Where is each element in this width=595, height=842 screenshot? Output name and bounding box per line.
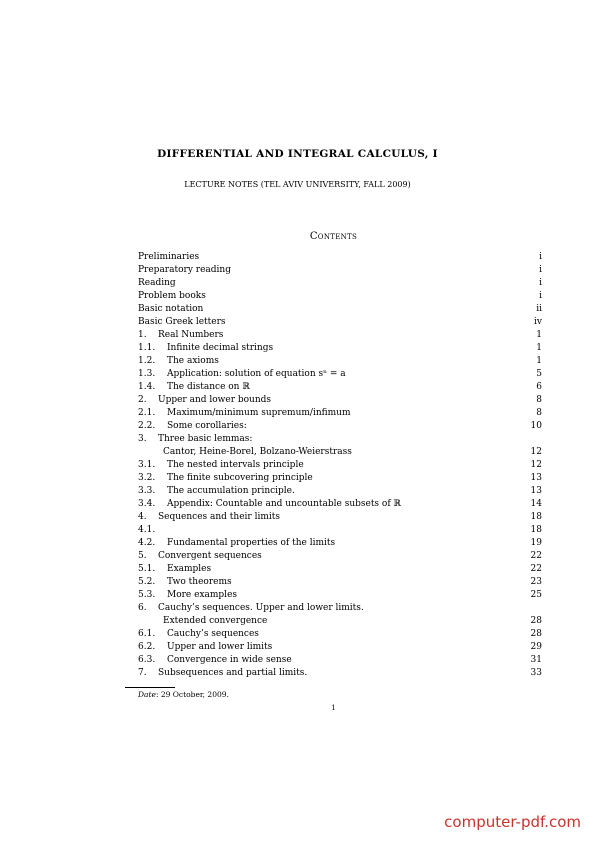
toc-entry-number: 6. <box>138 603 147 613</box>
toc-entry <box>138 524 542 537</box>
toc-entry-number: 3.4. <box>138 499 156 509</box>
toc-entry-title <box>138 420 247 433</box>
toc-entry <box>138 615 542 628</box>
toc-entry-number: 1.4. <box>138 382 156 392</box>
toc-entry-number: 3.3. <box>138 486 156 496</box>
toc-entry-page: i <box>539 252 542 262</box>
toc-entry-number: 5.1. <box>138 564 156 574</box>
toc-entry-number: 1.2. <box>138 356 156 366</box>
toc-entry <box>138 641 542 654</box>
toc-entry-label: Infinite decimal strings <box>167 343 274 353</box>
toc-entry <box>138 381 542 394</box>
toc-entry <box>138 485 542 498</box>
toc-entry <box>138 290 542 303</box>
toc-entry-page: 28 <box>530 616 542 626</box>
toc-entry-title <box>138 537 335 550</box>
toc-entry-label: Extended convergence <box>163 616 268 626</box>
toc-entry-title <box>138 368 346 381</box>
toc-entry-page: 1 <box>536 343 542 353</box>
toc-entry <box>138 498 542 511</box>
toc-entry-label: Fundamental properties of the limits <box>167 538 336 548</box>
toc-entry-label: Problem books <box>138 291 206 301</box>
toc-entry <box>138 628 542 641</box>
page-number: 1 <box>331 704 336 712</box>
toc-entry-number: 3.2. <box>138 473 156 483</box>
toc-entry-title <box>138 329 223 342</box>
toc-entry-number: 5. <box>138 551 147 561</box>
toc-entry <box>138 459 542 472</box>
toc-entry-page: 13 <box>530 486 542 496</box>
toc-entry <box>138 329 542 342</box>
toc-entry-title <box>138 433 252 446</box>
toc-entry-page: 19 <box>530 538 542 548</box>
toc-entry-title <box>138 303 203 316</box>
toc-entry-title <box>138 459 304 472</box>
toc-entry-number: 3. <box>138 434 147 444</box>
toc-entry-label: More examples <box>167 590 238 600</box>
toc-entry-page: 29 <box>530 642 542 652</box>
toc-entry-number: 1.3. <box>138 369 156 379</box>
toc-entry-page: 23 <box>530 577 542 587</box>
toc-entry-number: 2.1. <box>138 408 156 418</box>
toc-entry-label: Cauchy’s sequences <box>167 629 259 639</box>
toc-entry-number: 2. <box>138 395 147 405</box>
toc-entry-label: Upper and lower bounds <box>158 395 272 405</box>
toc-entry-label: Subsequences and partial limits. <box>158 668 308 678</box>
toc-entry-label: Preparatory reading <box>138 265 231 275</box>
toc-entry <box>138 394 542 407</box>
toc-entry-title <box>138 394 271 407</box>
toc-entry-title <box>138 550 262 563</box>
toc-entry <box>138 368 542 381</box>
toc-entry-label: Cauchy’s sequences. Upper and lower limits. <box>158 603 364 613</box>
toc-entry-title <box>138 654 292 667</box>
toc-entry <box>138 251 542 264</box>
toc-entry-number: 2.2. <box>138 421 156 431</box>
toc-entry-page: 12 <box>530 460 542 470</box>
toc-entry-number: 3.1. <box>138 460 156 470</box>
toc-entry-page: 12 <box>530 447 542 457</box>
toc-entry <box>138 563 542 576</box>
toc-entry-title <box>138 628 259 641</box>
toc-entry-number: 6.1. <box>138 629 156 639</box>
toc-entry-title <box>138 290 206 303</box>
toc-entry-page: 33 <box>530 668 542 678</box>
toc-entry-label: Convergence in wide sense <box>167 655 292 665</box>
toc-entry-title <box>138 563 211 576</box>
toc-entry-label: The accumulation principle. <box>167 486 295 496</box>
toc-entry <box>138 303 542 316</box>
toc-entry-title <box>138 511 280 524</box>
toc-entry <box>138 277 542 290</box>
toc-entry <box>138 667 542 680</box>
toc-entry-number: 5.3. <box>138 590 156 600</box>
toc-entry-page: 10 <box>530 421 542 431</box>
toc-entry-page: i <box>539 265 542 275</box>
toc-entry-page: 1 <box>536 330 542 340</box>
toc-entry <box>138 537 542 550</box>
toc-entry-label: The distance on ℝ <box>167 382 250 392</box>
toc-entry-title <box>138 342 273 355</box>
toc-entry <box>138 576 542 589</box>
toc-entry-title <box>138 589 237 602</box>
toc-entry-label: Two theorems <box>167 577 232 587</box>
document-title: DIFFERENTIAL AND INTEGRAL CALCULUS, I <box>157 148 438 160</box>
toc-entry-page: ii <box>536 304 542 314</box>
toc-entry-title <box>138 407 351 420</box>
toc-entry-page: 8 <box>536 408 542 418</box>
toc-entry-title <box>138 316 226 329</box>
toc-entry-label: Maximum/minimum supremum/infimum <box>167 408 351 418</box>
toc-entry-label: Sequences and their limits <box>158 512 280 522</box>
toc-entry-page: 28 <box>530 629 542 639</box>
toc-entry-title <box>138 277 176 290</box>
toc-entry-number: 4. <box>138 512 147 522</box>
toc-entry-label: Real Numbers <box>158 330 224 340</box>
toc-entry <box>138 602 542 615</box>
toc-entry-title <box>138 355 219 368</box>
toc-entry <box>138 342 542 355</box>
toc-entry-page: 18 <box>530 525 542 535</box>
toc-entry-page: 13 <box>530 473 542 483</box>
toc-entry-label: Appendix: Countable and uncountable subsets of ℝ <box>167 499 402 509</box>
toc-entry-label: Basic notation <box>138 304 204 314</box>
toc-entry-label: Three basic lemmas: <box>158 434 253 444</box>
toc-entry <box>138 420 542 433</box>
toc-entry-number: 1. <box>138 330 147 340</box>
toc-entry <box>138 446 542 459</box>
toc-entry <box>138 264 542 277</box>
toc-entry-page: 14 <box>530 499 542 509</box>
toc-entry-label: The axioms <box>167 356 219 366</box>
toc-entry-title <box>138 576 232 589</box>
toc-entry-label: Examples <box>167 564 212 574</box>
document-subtitle: LECTURE NOTES (TEL AVIV UNIVERSITY, FALL 2009) <box>184 180 411 189</box>
toc-entry-title <box>138 264 231 277</box>
toc-entry-title <box>163 446 352 459</box>
table-of-contents <box>138 251 542 680</box>
toc-entry-page: 1 <box>536 356 542 366</box>
toc-entry-label: Preliminaries <box>138 252 200 262</box>
toc-entry <box>138 511 542 524</box>
footnote-text: : 29 October, 2009. <box>155 690 229 699</box>
toc-entry-number: 6.3. <box>138 655 156 665</box>
toc-entry-number: 4.2. <box>138 538 156 548</box>
footnote <box>138 690 229 699</box>
toc-entry-label: Basic Greek letters <box>138 317 226 327</box>
toc-entry-page: 22 <box>530 551 542 561</box>
toc-entry-label: Upper and lower limits <box>167 642 273 652</box>
toc-entry <box>138 433 542 446</box>
toc-entry-number: 5.2. <box>138 577 156 587</box>
toc-entry-page: 22 <box>530 564 542 574</box>
toc-entry-label: Reading <box>138 278 176 288</box>
footnote-rule <box>125 687 175 688</box>
toc-entry-title <box>138 251 199 264</box>
toc-entry <box>138 589 542 602</box>
toc-entry-label: The nested intervals principle <box>167 460 304 470</box>
toc-entry <box>138 355 542 368</box>
toc-entry-page: iv <box>534 317 542 327</box>
toc-entry-page: 31 <box>530 655 542 665</box>
toc-entry-title <box>138 498 401 511</box>
toc-entry-page: i <box>539 291 542 301</box>
toc-entry-number: 6.2. <box>138 642 156 652</box>
toc-entry-title <box>138 381 250 394</box>
toc-entry-page: 5 <box>536 369 542 379</box>
toc-entry-number: 4.1. <box>138 525 156 535</box>
toc-entry-page: 18 <box>530 512 542 522</box>
toc-entry <box>138 472 542 485</box>
toc-entry-number: 7. <box>138 668 147 678</box>
toc-entry-page: i <box>539 278 542 288</box>
toc-entry-title <box>138 602 364 615</box>
toc-entry-page: 8 <box>536 395 542 405</box>
toc-entry <box>138 407 542 420</box>
toc-entry-page: 25 <box>530 590 542 600</box>
toc-entry-title <box>138 524 167 537</box>
toc-entry-number: 1.1. <box>138 343 156 353</box>
watermark-logo: computer-pdf.com <box>444 813 581 831</box>
toc-entry-page: 6 <box>536 382 542 392</box>
footnote-label: Date <box>138 690 156 699</box>
toc-entry-label: The finite subcovering principle <box>167 473 313 483</box>
toc-entry-label: Some corollaries: <box>167 421 247 431</box>
toc-entry-label: Cantor, Heine-Borel, Bolzano-Weierstrass <box>163 447 352 457</box>
toc-entry-title <box>138 472 313 485</box>
toc-entry-title <box>163 615 267 628</box>
toc-entry <box>138 316 542 329</box>
toc-entry-title <box>138 485 295 498</box>
toc-entry-title <box>138 641 272 654</box>
contents-heading: Contents <box>309 231 358 242</box>
toc-entry-label: Application: solution of equation sⁿ = a <box>167 369 346 379</box>
toc-entry-label: Convergent sequences <box>158 551 262 561</box>
toc-entry <box>138 654 542 667</box>
toc-entry-title <box>138 667 307 680</box>
toc-entry <box>138 550 542 563</box>
